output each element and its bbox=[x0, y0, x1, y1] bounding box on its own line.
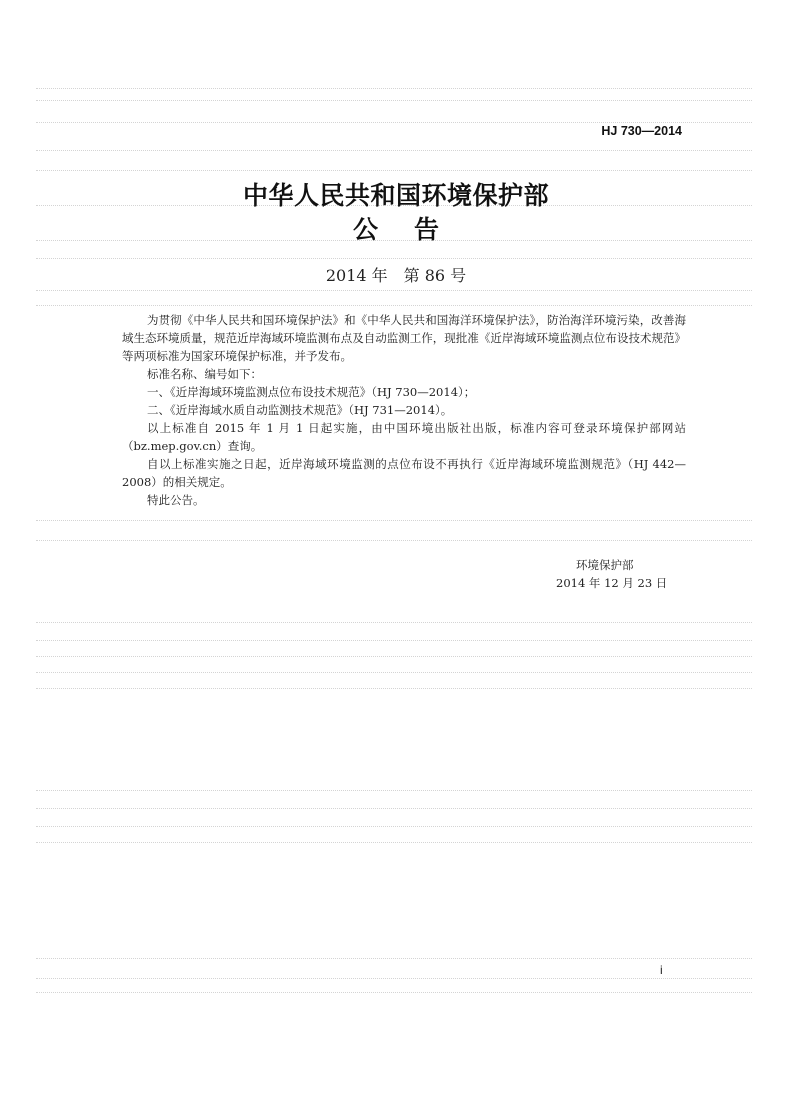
scan-line bbox=[36, 88, 752, 89]
standard-code: HJ 730—2014 bbox=[601, 124, 682, 138]
paragraph: 为贯彻《中华人民共和国环境保护法》和《中华人民共和国海洋环境保护法》，防治海洋环境污染，改善海域生态环境质量，规范近岸海域环境监测布点及自动监测工作，现批准《近岸海域环境监测点位布设技术规范》等两项标准为国家环境保护标准，并予发布。 bbox=[122, 313, 686, 363]
paragraph: 特此公告。 bbox=[147, 493, 205, 507]
scan-line bbox=[36, 150, 752, 151]
scan-line bbox=[36, 258, 752, 259]
notice-title bbox=[0, 210, 792, 246]
scan-line bbox=[36, 100, 752, 101]
scan-line bbox=[36, 520, 752, 521]
scan-line bbox=[36, 826, 752, 827]
scan-line bbox=[36, 290, 752, 291]
notice-body bbox=[122, 311, 686, 509]
scan-line bbox=[36, 305, 752, 306]
list-item: 一、《近岸海域环境监测点位布设技术规范》（HJ 730—2014）； bbox=[147, 385, 476, 399]
scan-line bbox=[36, 842, 752, 843]
scan-line bbox=[36, 122, 752, 123]
paragraph: 标准名称、编号如下： bbox=[147, 367, 262, 381]
scan-line bbox=[36, 672, 752, 673]
scan-line bbox=[36, 978, 752, 979]
scan-line bbox=[36, 992, 752, 993]
notice-number: 2014 年 第 86 号 bbox=[325, 266, 467, 285]
ministry-title: 中华人民共和国环境保护部 bbox=[242, 181, 549, 210]
scan-line bbox=[36, 640, 752, 641]
page-number: i bbox=[660, 963, 663, 977]
notice-char: 公 bbox=[352, 215, 378, 244]
scan-line bbox=[36, 540, 752, 541]
paragraph: 以上标准自 2015 年 1 月 1 日起实施，由中国环境出版社出版，标准内容可登录环境保护部网站（bz.mep.gov.cn）查询。 bbox=[122, 421, 686, 453]
scan-line bbox=[36, 958, 752, 959]
list-item: 二、《近岸海域水质自动监测技术规范》（HJ 731—2014）。 bbox=[147, 403, 453, 417]
paragraph: 自以上标准实施之日起，近岸海域环境监测的点位布设不再执行《近岸海域环境监测规范》（HJ 442—2008）的相关规定。 bbox=[122, 457, 686, 489]
sign-date: 2014 年 12 月 23 日 bbox=[556, 576, 668, 590]
scan-line bbox=[36, 790, 752, 791]
notice-char: 告 bbox=[414, 215, 440, 244]
scan-line bbox=[36, 170, 752, 171]
scan-line bbox=[36, 808, 752, 809]
signer-org: 环境保护部 bbox=[576, 558, 634, 572]
scan-line bbox=[36, 688, 752, 689]
scan-line bbox=[36, 656, 752, 657]
scan-line bbox=[36, 622, 752, 623]
